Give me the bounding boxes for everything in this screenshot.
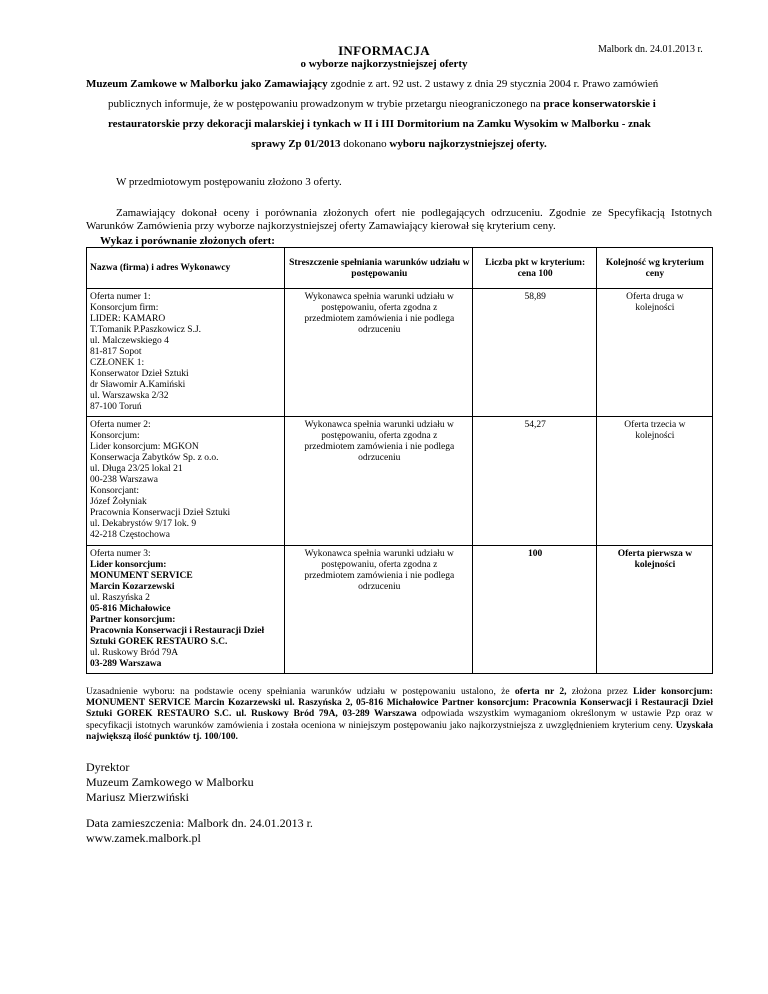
offer-line: 00-238 Warszawa bbox=[90, 475, 158, 485]
offer-line: Oferta numer 1: bbox=[90, 292, 151, 302]
summary-line: odrzuceniu bbox=[358, 453, 401, 463]
offer-1-summary bbox=[285, 289, 473, 417]
summary-line: Wykonawca spełnia warunki udziału w bbox=[304, 292, 454, 302]
intro-text-4: dokonano bbox=[340, 138, 390, 150]
summary-line: postępowaniu, oferta zgodna z bbox=[321, 560, 438, 570]
offer-line: T.Tomanik P.Paszkowicz S.J. bbox=[90, 325, 202, 335]
offer-line: Konserwacja Zabytków Sp. z o.o. bbox=[90, 453, 219, 463]
signature-person: Mariusz Mierzwiński bbox=[86, 790, 189, 804]
rank-line: kolejności bbox=[635, 431, 675, 441]
table-row bbox=[87, 546, 713, 674]
offer-line: 05-816 Michałowice bbox=[90, 604, 171, 614]
summary-line: przedmiotem zamówienia i nie podlega bbox=[304, 442, 455, 452]
summary-line: postępowaniu, oferta zgodna z bbox=[321, 303, 438, 313]
table-header-row bbox=[87, 248, 713, 289]
justification-winner: Lider konsorcjum: MONUMENT SERVICE Marcin Kozarzewski ul. Raszyńska 2, 05-816 Michałowice Partner konsorcjum: Pracownia Konserwacji i Restauracji Dzieł Sztuki GOREK RESTAURO S.C. ul. Ruskowy Bród 79A, 03-289 Warszawa bbox=[86, 686, 713, 720]
offer-line: ul. Warszawska 2/32 bbox=[90, 391, 169, 401]
offer-line: 03-289 Warszawa bbox=[90, 659, 162, 669]
offer-line: ul. Długa 23/25 lokal 21 bbox=[90, 464, 183, 474]
offer-line: ul. Ruskowy Bród 79A bbox=[90, 648, 179, 658]
summary-line: odrzuceniu bbox=[358, 582, 401, 592]
document-subtitle: o wyborze najkorzystniejszej oferty bbox=[300, 58, 468, 70]
offer-line: ul. Malczewskiego 4 bbox=[90, 336, 169, 346]
intro-text-1: zgodnie z art. 92 ust. 2 ustawy z dnia 29 stycznia 2004 r. Prawo zamówień bbox=[327, 78, 659, 90]
offer-line: MONUMENT SERVICE bbox=[90, 571, 193, 581]
header-points: Liczba pkt w kryterium: cena 100 bbox=[473, 248, 596, 289]
table-row bbox=[87, 417, 713, 546]
rank-line: Oferta trzecia w bbox=[624, 420, 686, 430]
offer-line: dr Sławomir A.Kamiński bbox=[90, 380, 186, 390]
offer-3-points: 100 bbox=[473, 546, 596, 674]
offer-2-rank bbox=[596, 417, 712, 546]
header-summary: Streszczenie spełniania warunków udziału w postępowaniu bbox=[285, 248, 473, 289]
intro-paragraph bbox=[86, 74, 712, 154]
document-title: INFORMACJA bbox=[338, 43, 430, 58]
publication-url[interactable]: www.zamek.malbork.pl bbox=[86, 831, 201, 845]
justification-points: Uzyskała największą ilość punktów tj. 100/100. bbox=[86, 719, 713, 742]
summary-line: Wykonawca spełnia warunki udziału w bbox=[304, 549, 454, 559]
document-date: Malbork dn. 24.01.2013 r. bbox=[598, 44, 703, 55]
rank-line: kolejności bbox=[634, 560, 676, 570]
rank-line: kolejności bbox=[635, 303, 675, 313]
evaluation-paragraph: Zamawiający dokonał oceny i porównania złożonych ofert nie podlegających odrzuceniu. Zgodnie ze Specyfikacją Istotnych Warunków Zamówienia przy wyborze najkorzystniejszej oferty Zamawiający kierował się kryterium ceny. bbox=[86, 207, 712, 232]
offer-line: ul. Dekabrystów 9/17 lok. 9 bbox=[90, 519, 197, 529]
offer-line: Oferta numer 3: bbox=[90, 549, 151, 559]
intro-org: Muzeum Zamkowe w Malborku jako Zamawiający bbox=[86, 78, 328, 90]
signature-block bbox=[86, 760, 254, 805]
offer-line: Lider konsorcjum: bbox=[90, 560, 167, 570]
offer-line: Konsorcjum: bbox=[90, 431, 140, 441]
offer-3-summary bbox=[285, 546, 473, 674]
offer-line: Pracownia Konserwacji i Restauracji Dzieł bbox=[90, 626, 265, 636]
offer-2-contractor bbox=[87, 417, 285, 546]
signature-institution: Muzeum Zamkowego w Malborku bbox=[86, 775, 254, 789]
offer-line: 81-817 Sopot bbox=[90, 347, 142, 357]
signature-role: Dyrektor bbox=[86, 760, 130, 774]
offer-line: CZŁONEK 1: bbox=[90, 358, 145, 368]
summary-line: postępowaniu, oferta zgodna z bbox=[321, 431, 438, 441]
header-contractor: Nazwa (firma) i adres Wykonawcy bbox=[87, 248, 285, 289]
rank-line: Oferta druga w bbox=[626, 292, 684, 302]
table-title: Wykaz i porównanie złożonych ofert: bbox=[100, 235, 275, 247]
rank-line: Oferta pierwsza w bbox=[617, 549, 693, 559]
offer-line: ul. Raszyńska 2 bbox=[90, 593, 150, 603]
summary-line: odrzuceniu bbox=[358, 325, 401, 335]
justification-text-2: złożona przez bbox=[566, 686, 633, 697]
offer-1-rank bbox=[596, 289, 712, 417]
offer-line: Konsorcjum firm: bbox=[90, 303, 159, 313]
offer-line: Marcin Kozarzewski bbox=[90, 582, 175, 592]
offer-line: Lider konsorcjum: MGKON bbox=[90, 442, 199, 452]
offer-line: Partner konsorcjum: bbox=[90, 615, 176, 625]
summary-line: przedmiotem zamówienia i nie podlega bbox=[304, 314, 455, 324]
summary-line: przedmiotem zamówienia i nie podlega bbox=[304, 571, 455, 581]
offer-2-points: 54,27 bbox=[473, 417, 596, 546]
justification-text-1: Uzasadnienie wyboru: na podstawie oceny spełniania warunków udziału w postępowaniu ustalono, że bbox=[86, 686, 515, 697]
offers-table bbox=[86, 247, 713, 674]
offer-3-rank bbox=[596, 546, 712, 674]
offer-line: Oferta numer 2: bbox=[90, 420, 151, 430]
offer-line: LIDER: KAMARO bbox=[90, 314, 166, 324]
offer-line: 87-100 Toruń bbox=[90, 402, 142, 412]
table-row bbox=[87, 289, 713, 417]
offer-line: 42-218 Częstochowa bbox=[90, 530, 170, 540]
intro-subject-1: prace konserwatorskie i bbox=[543, 98, 656, 110]
intro-text-2: publicznych informuje, że w postępowaniu prowadzonym w trybie przetargu nieograniczonego na bbox=[108, 98, 544, 110]
offer-2-summary bbox=[285, 417, 473, 546]
justification-offer: oferta nr 2, bbox=[514, 686, 567, 697]
offers-count-paragraph: W przedmiotowym postępowaniu złożono 3 oferty. bbox=[116, 176, 342, 188]
offer-3-contractor bbox=[87, 546, 285, 674]
intro-subject-2: restauratorskie przy dekoracji malarskiej i tynkach w II i III Dormitorium na Zamku Wysokim w Malborku - znak bbox=[108, 118, 651, 130]
offer-1-points: 58,89 bbox=[473, 289, 596, 417]
header-rank: Kolejność wg kryterium ceny bbox=[596, 248, 712, 289]
offer-line: Sztuki GOREK RESTAURO S.C. bbox=[90, 637, 228, 647]
publication-date: Data zamieszczenia: Malbork dn. 24.01.2013 r. bbox=[86, 816, 313, 830]
summary-line: Wykonawca spełnia warunki udziału w bbox=[304, 420, 454, 430]
offer-line: Konserwator Dzieł Sztuki bbox=[90, 369, 189, 379]
intro-case-number: sprawy Zp 01/2013 bbox=[251, 138, 341, 150]
justification-paragraph bbox=[86, 686, 713, 742]
offer-1-contractor bbox=[87, 289, 285, 417]
justification-text-3: odpowiada wszystkim wymaganiom określonym w ustawie Pzp oraz w specyfikacji istotnych warunków zamówienia i została oceniona w niniejszym postępowaniu jako najkorzystniejsza z uwzględnieniem kryterium ceny. bbox=[86, 708, 713, 731]
offer-line: Konsorcjant: bbox=[90, 486, 140, 496]
offer-line: Józef Żołyniak bbox=[90, 497, 147, 507]
intro-choice: wyboru najkorzystniejszej oferty. bbox=[389, 138, 547, 150]
publication-block bbox=[86, 816, 313, 846]
offer-line: Pracownia Konserwacji Dzieł Sztuki bbox=[90, 508, 231, 518]
